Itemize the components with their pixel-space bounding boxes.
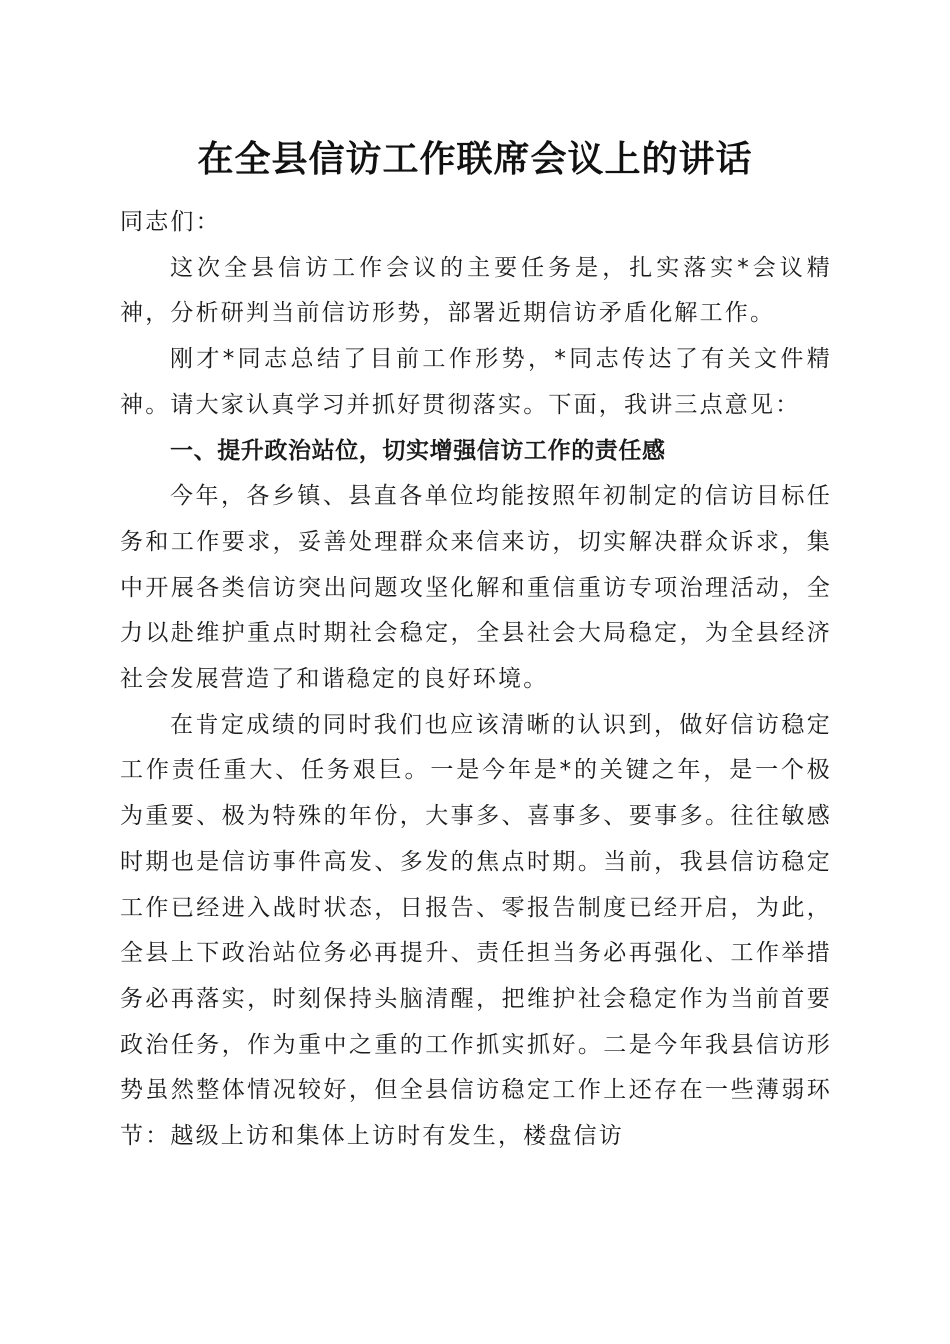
salutation: 同志们： [120, 209, 221, 235]
document-body [120, 200, 832, 1160]
paragraph-achievements: 今年，各乡镇、县直各单位均能按照年初制定的信访目标任务和工作要求，妥善处理群众来信来访，切实解决群众诉求，集中开展各类信访突出问题攻坚化解和重信重访专项治理活动，全力以赴维护重点时期社会稳定，全县社会大局稳定，为全县经济社会发展营造了和谐稳定的良好环境。 [120, 483, 832, 693]
paragraph-introduction: 刚才*同志总结了目前工作形势，*同志传达了有关文件精神。请大家认真学习并抓好贯彻落实。下面，我讲三点意见： [120, 346, 832, 418]
document-title: 在全县信访工作联席会议上的讲话 [197, 138, 753, 180]
paragraph-challenges: 在肯定成绩的同时我们也应该清晰的认识到，做好信访稳定工作责任重大、任务艰巨。一是今年是*的关键之年，是一个极为重要、极为特殊的年份，大事多、喜事多、要事多。往往敏感时期也是信访事件高发、多发的焦点时期。当前，我县信访稳定工作已经进入战时状态，日报告、零报告制度已经开启，为此，全县上下政治站位务必再提升、责任担当务必再强化、工作举措务必再落实，时刻保持头脑清醒，把维护社会稳定作为当前首要政治任务，作为重中之重的工作抓实抓好。二是今年我县信访形势虽然整体情况较好，但全县信访稳定工作上还存在一些薄弱环节：越级上访和集体上访时有发生，楼盘信访 [120, 711, 832, 1150]
section-heading: 一、提升政治站位，切实增强信访工作的责任感 [170, 437, 666, 464]
paragraph-meeting-purpose: 这次全县信访工作会议的主要任务是，扎实落实*会议精神，分析研判当前信访形势，部署近期信访矛盾化解工作。 [120, 254, 832, 327]
